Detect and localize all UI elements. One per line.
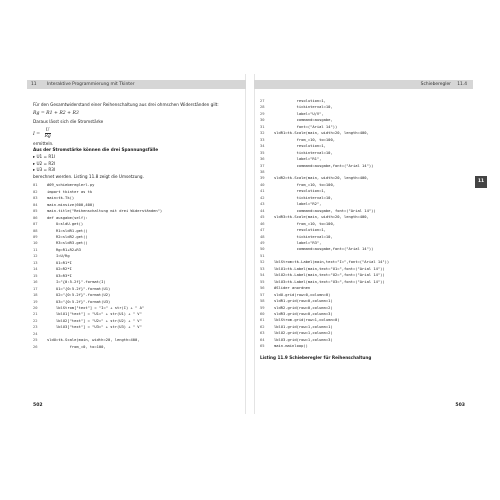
code-text: import tkinter as tk — [47, 189, 93, 194]
code-text: R3=sldR3.get() — [47, 241, 88, 246]
code-line — [260, 343, 467, 349]
line-number: 27 — [260, 99, 265, 103]
code-text: resolution=1, — [274, 144, 326, 149]
code-text: tickinterval=10, — [274, 150, 333, 155]
line-number: 63 — [260, 331, 265, 336]
right-page-header — [254, 80, 473, 89]
line-number: 49 — [260, 240, 265, 245]
line-number: 31 — [260, 124, 265, 129]
code-text: font=("Arial 14")) — [274, 124, 338, 129]
code-text: lblStrom["text"] = "I=" + str(I) + " A" — [47, 305, 145, 310]
code-text: #Slider anordnen — [274, 286, 311, 291]
code-text: Rg=R1+R2+R3 — [47, 247, 81, 252]
list-item: ▸ U3 = R3I — [33, 167, 56, 173]
left-page — [27, 74, 246, 414]
line-number: 14 — [33, 267, 38, 272]
line-number: 39 — [260, 176, 265, 181]
code-text: sldR3.grid(row=0,column=3) — [274, 311, 333, 316]
left-page-header — [27, 80, 246, 89]
line-number: 46 — [260, 221, 265, 226]
line-number: 22 — [33, 318, 38, 323]
code-text: label="R2", — [274, 202, 322, 207]
left-page-body — [33, 102, 240, 350]
code-text: lblU2.grid(row=1,column=2) — [274, 331, 333, 336]
code-text: main=tk.Tk() — [47, 196, 75, 201]
line-number: 12 — [33, 254, 38, 259]
code-text: label="U/V", — [274, 111, 324, 116]
code-text: command=ausgabe, — [274, 118, 333, 123]
line-number: 23 — [33, 325, 38, 330]
line-number: 03 — [33, 196, 38, 201]
line-number: 38 — [260, 169, 265, 174]
code-text: resolution=1, — [274, 228, 326, 233]
line-number: 64 — [260, 337, 265, 342]
intro-paragraph-4: Aus der Stromstärke können die drei Spannungsfälle — [33, 147, 159, 153]
code-text: tickinterval=10, — [274, 105, 333, 110]
code-text: resolution=1, — [274, 189, 326, 194]
line-number: 18 — [33, 293, 38, 298]
bullet-text: U3 = R3I — [36, 167, 56, 173]
formula-current-fraction — [45, 128, 51, 139]
line-number: 48 — [260, 234, 265, 239]
right-page — [254, 74, 473, 414]
code-text: lblU2=tk.Label(main,text="U2=",font=("Arial 14")) — [274, 273, 385, 278]
chapter-number: 11 — [31, 82, 37, 87]
code-text: U1=R1*I — [47, 260, 72, 265]
code-text: label="R1", — [274, 157, 322, 162]
line-number: 55 — [260, 279, 265, 284]
code-text: main.minsize(600,400) — [47, 202, 95, 207]
code-text: U2="{0:5.2f}".format(U2) — [47, 293, 111, 298]
code-text: label="R3", — [274, 240, 322, 245]
line-number: 58 — [260, 299, 265, 304]
code-text: command=ausgabe,font=("Arial 14")) — [274, 163, 374, 168]
line-number: 06 — [33, 215, 38, 220]
code-text: lblU1=tk.Label(main,text="U1=",font=("Arial 14")) — [274, 266, 385, 271]
code-text: main.mainloop() — [274, 344, 308, 349]
line-number: 10 — [33, 241, 38, 246]
code-text: def ausgabe(self): — [47, 215, 88, 220]
code-text: sldR2.grid(row=0,column=2) — [274, 305, 333, 310]
line-number: 30 — [260, 118, 265, 123]
line-number: 08 — [33, 228, 38, 233]
code-text: U1="{0:5.2f}".format(U1) — [47, 286, 111, 291]
line-number: 34 — [260, 144, 265, 149]
formula-current — [33, 128, 240, 139]
line-number: 17 — [33, 286, 38, 291]
code-text: #09_schiebereglerl.py — [47, 183, 95, 188]
code-text: U3=R3*I — [47, 273, 72, 278]
line-number: 13 — [33, 260, 38, 265]
code-text: U3="{0:5.2f}".format(U3) — [47, 299, 111, 304]
line-number: 45 — [260, 215, 265, 220]
list-item: ▸ U1 = R1I — [33, 153, 56, 159]
line-number: 41 — [260, 189, 265, 194]
code-listing-right — [260, 98, 467, 350]
line-number: 21 — [33, 312, 38, 317]
code-text: from_=10, to=100, — [274, 182, 335, 187]
code-line — [33, 344, 240, 350]
code-text: sldR2=tk.Scale(main, width=20, length=400, — [274, 176, 369, 181]
code-text: sldU=tk.Scale(main, width=20, length=400, — [47, 338, 140, 343]
code-text: from_=10, to=100, — [274, 221, 335, 226]
code-text: main.title("Reihenschaltung mit drei Widerständen") — [47, 209, 163, 214]
code-text: resolution=1, — [274, 99, 326, 103]
intro-paragraph-2: Daraus lässt sich die Stromstärke — [33, 119, 104, 125]
code-text: from_=0, to=100, — [47, 344, 106, 349]
code-text: sldR1.grid(row=0,column=1) — [274, 299, 333, 304]
right-page-body — [260, 96, 467, 361]
code-text: R2=sldR2.get() — [47, 234, 88, 239]
line-number: 19 — [33, 299, 38, 304]
bullet-text: U1 = R1I — [36, 153, 56, 159]
line-number: 11 — [33, 247, 38, 252]
line-number: 33 — [260, 137, 265, 142]
section-title: Schieberegler — [420, 82, 451, 87]
code-text: lblU3.grid(row=1,column=3) — [274, 337, 333, 342]
code-text: command=ausgabe, font=("Arial 14")) — [274, 208, 376, 213]
line-number: 05 — [33, 209, 38, 214]
line-number: 43 — [260, 202, 265, 207]
code-text: sldU.grid(row=0,column=0) — [274, 292, 331, 297]
line-number: 09 — [33, 234, 38, 239]
code-text: sldR1=tk.Scale(main, width=20, length=400, — [274, 131, 369, 136]
line-number: 36 — [260, 157, 265, 162]
code-listing-left — [33, 182, 240, 350]
formula-current-lhs: I = — [33, 131, 41, 137]
line-number: 47 — [260, 228, 265, 233]
code-text: I="{0:5.2f}".format(I) — [47, 280, 106, 285]
line-number: 40 — [260, 182, 265, 187]
fraction-numerator: U — [45, 127, 50, 133]
code-text: lblU1["text"] = "U1=" + str(U1) + " V" — [47, 312, 142, 317]
chapter-title: Interaktive Programmierung mit Tkinter — [47, 82, 135, 87]
line-number: 57 — [260, 292, 265, 297]
listing-caption: Listing 11.9 Schieberegler für Reihenschaltung — [260, 354, 372, 360]
code-text: lblU1.grid(row=1,column=1) — [274, 324, 333, 329]
code-text: command=ausgabe,font=("Arial 14")) — [274, 247, 374, 252]
line-number: 26 — [33, 344, 38, 349]
line-number: 65 — [260, 344, 265, 349]
line-number: 53 — [260, 266, 265, 271]
line-number: 35 — [260, 150, 265, 155]
code-text: from_=10, to=100, — [274, 137, 335, 142]
intro-paragraph-1: Für den Gesamtwiderstand einer Reihenschaltung aus drei ohmschen Widerständen gilt: — [33, 102, 219, 107]
code-text: lblStrom=tk.Label(main,text="I=",font=("Arial 14")) — [274, 260, 390, 265]
page-number-left: 502 — [33, 403, 43, 408]
line-number: 07 — [33, 222, 38, 227]
line-number: 02 — [33, 189, 38, 194]
fraction-denominator: Rg — [44, 133, 51, 139]
chapter-tab: 11 — [475, 176, 487, 188]
line-number: 24 — [33, 331, 38, 336]
code-text: R1=sldR1.get() — [47, 228, 88, 233]
line-number: 20 — [33, 305, 38, 310]
voltage-list — [33, 154, 240, 174]
code-text: tickinterval=10, — [274, 195, 333, 200]
section-number: 11.4 — [457, 82, 467, 87]
line-number: 29 — [260, 111, 265, 116]
line-number: 56 — [260, 286, 265, 291]
line-number: 44 — [260, 208, 265, 213]
code-text: lblStrom.grid(row=1,column=0) — [274, 318, 340, 323]
line-number: 52 — [260, 260, 265, 265]
list-item: ▸ U2 = R2I — [33, 160, 56, 166]
code-text: sldR3=tk.Scale(main, width=20, length=400, — [274, 215, 369, 220]
code-text: lblU3=tk.Label(main,text="U3=",font=("Arial 14")) — [274, 279, 385, 284]
code-text: U2=R2*I — [47, 267, 72, 272]
intro-paragraph-5: berechnet werden. Listing 11.8 zeigt die Umsetzung. — [33, 173, 144, 179]
line-number: 51 — [260, 253, 265, 258]
line-number: 15 — [33, 273, 38, 278]
line-number: 62 — [260, 324, 265, 329]
code-text: tickinterval=10, — [274, 234, 333, 239]
line-number: 61 — [260, 318, 265, 323]
line-number: 37 — [260, 163, 265, 168]
line-number: 04 — [33, 202, 38, 207]
code-text: lblU2["text"] = "U2=" + str(U2) + " V" — [47, 318, 142, 323]
line-number: 50 — [260, 247, 265, 252]
line-number: 16 — [33, 280, 38, 285]
line-number: 60 — [260, 311, 265, 316]
line-number: 28 — [260, 105, 265, 110]
line-number: 01 — [33, 183, 38, 188]
code-text: lblU3["text"] = "U3=" + str(U3) + " V" — [47, 325, 142, 330]
intro-paragraph-3: ermitteln. — [33, 140, 54, 146]
formula-total-resistance: Rg = R1 + R2 + R3 — [33, 110, 79, 116]
line-number: 54 — [260, 273, 265, 278]
line-number: 59 — [260, 305, 265, 310]
code-text: I=U/Rg — [47, 254, 70, 259]
code-text: U=sldU.get() — [47, 222, 84, 227]
line-number: 25 — [33, 338, 38, 343]
line-number: 32 — [260, 131, 265, 136]
page-number-right: 503 — [455, 403, 465, 408]
line-number: 42 — [260, 195, 265, 200]
bullet-text: U2 = R2I — [36, 160, 56, 166]
